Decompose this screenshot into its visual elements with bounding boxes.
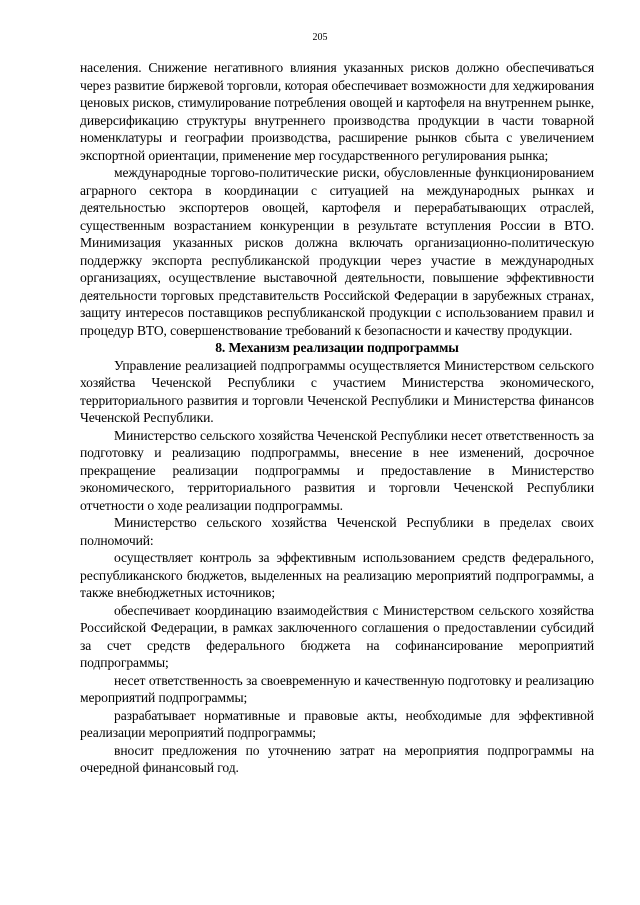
paragraph-management: Управление реализацией подпрограммы осуществляется Министерством сельского хозяйства Чеченской Республики с участием Министерства экономического, территориального развития и торговли Чеченской Республики и Министерства финансов Чеченской Республики. — [80, 357, 594, 425]
list-item-proposals: вносит предложения по уточнению затрат на мероприятия подпрограммы на очередной финансовый год. — [80, 742, 594, 775]
list-item-regulations: разрабатывает нормативные и правовые акты, необходимые для эффективной реализации мероприятий подпрограммы; — [80, 707, 594, 740]
paragraph-powers-intro: Министерство сельского хозяйства Чеченской Республики в пределах своих полномочий: — [80, 515, 594, 548]
paragraph-trade-political-risks: международные торгово-политические риски, обусловленные функционированием аграрного сектора в координации с ситуацией на международных рынках и деятельностью экспортеров овощей, картофеля и перерабатывающих отраслей, существенным возрастанием конкуренции в результате вступления России в ВТО. Минимизация указанных рисков должна включать организационно-политическую поддержку экспорта республиканской продукции через участие в международных организациях, осуществление выставочной деятельности, повышение эффективности деятельности торговых представительств Российской Федерации в зарубежных странах, защиту интересов поставщиков республиканской продукции с использованием правил и процедур ВТО, совершенствование требований к безопасности и качеству продукции. — [80, 165, 594, 338]
page-number: 205 — [312, 32, 328, 43]
page-body — [80, 59, 594, 777]
list-item-responsibility: несет ответственность за своевременную и качественную подготовку и реализацию мероприятий подпрограммы; — [80, 672, 594, 705]
list-item-control: осуществляет контроль за эффективным использованием средств федерального, республиканского бюджетов, выделенных на реализацию мероприятий подпрограммы, а также внебюджетных источников; — [80, 550, 594, 600]
paragraph-responsibility: Министерство сельского хозяйства Чеченской Республики несет ответственность за подготовку и реализацию подпрограммы, внесение в нее изменений, досрочное прекращение реализации подпрограммы и предоставление в Министерство экономического, территориального развития и торговли Чеченской Республики отчетности о ходе реализации подпрограммы. — [80, 427, 594, 513]
paragraph-risk-market-continuation: населения. Снижение негативного влияния указанных рисков должно обеспечиваться через развитие биржевой торговли, которая обеспечивает возможности для хеджирования ценовых рисков, стимулирование потребления овощей и картофеля на внутреннем рынке, диверсификацию структуры внутреннего производства продукции в части товарной номенклатуры и географии производства, расширение рынков сбыта с увеличением экспортной ориентации, применение мер государственного регулирования рынка; — [80, 60, 594, 163]
list-item-coordination: обеспечивает координацию взаимодействия с Министерством сельского хозяйства Российской Федерации, в рамках заключенного соглашения о предоставлении субсидий за счет средств федерального бюджета на софинансирование мероприятий подпрограммы; — [80, 602, 594, 670]
section-heading: 8. Механизм реализации подпрограммы — [215, 340, 459, 355]
